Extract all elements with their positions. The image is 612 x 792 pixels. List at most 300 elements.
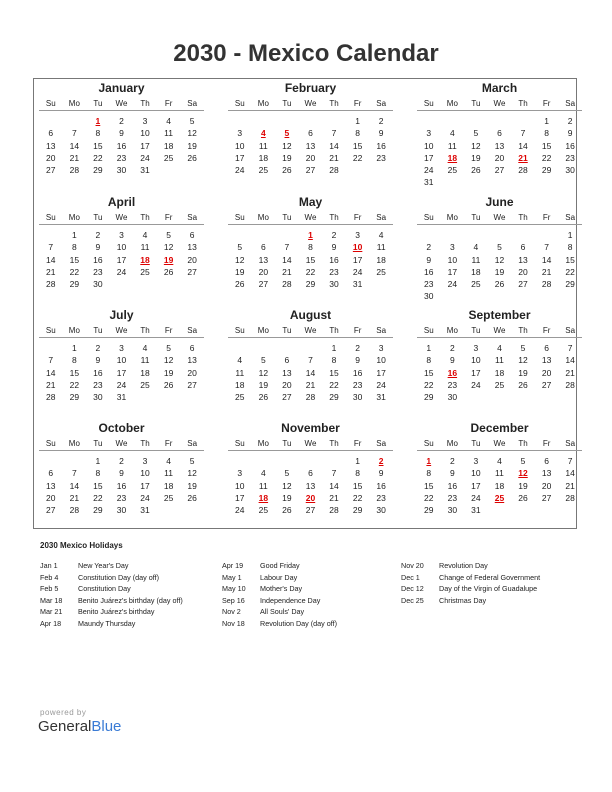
month-name: January (98, 81, 145, 95)
weekday-header: Fr (157, 211, 181, 225)
weekday-header: Th (511, 437, 535, 451)
calendar-day: 16 (376, 480, 386, 491)
weekday-header: Tu (86, 437, 110, 451)
calendar-day: 22 (69, 379, 80, 390)
calendar-day: 8 (308, 242, 313, 253)
empty-day (39, 455, 63, 467)
empty-day (63, 115, 87, 127)
calendar-day: 10 (116, 355, 127, 366)
weekday-header: Sa (369, 324, 393, 338)
calendar-day: 31 (376, 392, 386, 403)
calendar-day: 13 (305, 140, 316, 151)
month-september (417, 308, 582, 403)
weekday-header: Fr (535, 97, 559, 111)
weekday-header: Th (133, 97, 157, 111)
holiday-day: 2 (378, 456, 384, 466)
calendar-day: 14 (329, 480, 339, 491)
weekday-header: Sa (558, 211, 582, 225)
calendar-day: 28 (565, 492, 575, 503)
month-december (417, 421, 582, 516)
brand-logo[interactable] (38, 718, 121, 735)
weekday-header: Th (322, 97, 346, 111)
calendar-day: 26 (163, 266, 174, 277)
calendar-day: 2 (378, 116, 384, 126)
calendar-day: 28 (329, 505, 339, 516)
calendar-day: 29 (329, 392, 339, 403)
holiday-column (40, 560, 183, 630)
holiday-row (222, 560, 337, 572)
calendar-day: 22 (541, 152, 552, 163)
calendar-day: 5 (166, 230, 171, 240)
calendar-day: 25 (447, 165, 458, 176)
calendar-day: 10 (376, 355, 386, 366)
empty-day (417, 115, 441, 127)
weekday-header: Su (39, 211, 63, 225)
month-name: December (470, 421, 529, 435)
holiday-day: 18 (258, 492, 269, 503)
weekday-header: Su (228, 211, 252, 225)
calendar-day: 31 (140, 165, 150, 176)
calendar-day: 19 (494, 266, 505, 277)
weekday-header: Su (417, 324, 441, 338)
weekday-header: We (110, 211, 134, 225)
month-march (417, 81, 582, 189)
calendar-day: 11 (164, 468, 173, 479)
empty-day (322, 455, 346, 467)
calendar-day: 28 (329, 165, 339, 176)
calendar-day: 22 (329, 379, 339, 390)
calendar-day: 13 (494, 140, 505, 151)
weekday-header: We (110, 324, 134, 338)
calendar-day: 23 (565, 152, 575, 163)
calendar-day: 9 (355, 355, 360, 366)
calendar-day: 2 (119, 116, 124, 126)
calendar-day: 2 (449, 456, 455, 466)
weekday-header: Sa (369, 97, 393, 111)
calendar-day: 3 (142, 116, 148, 126)
calendar-day: 13 (187, 355, 197, 366)
calendar-day: 9 (95, 242, 101, 253)
weekday-header: Tu (464, 97, 488, 111)
calendar-day: 7 (331, 128, 337, 139)
calendar-day: 6 (260, 242, 266, 253)
calendar-day: 29 (541, 165, 552, 176)
month-name: July (109, 308, 134, 322)
calendar-day: 8 (355, 128, 360, 139)
calendar-day: 22 (565, 266, 575, 277)
month-october (39, 421, 204, 516)
calendar-day: 23 (352, 379, 363, 390)
holiday-row (40, 583, 183, 595)
calendar-day: 24 (424, 165, 434, 176)
weekday-header: Su (228, 97, 252, 111)
calendar-day: 15 (565, 254, 575, 265)
calendar-day: 16 (116, 480, 127, 491)
calendar-day: 26 (518, 379, 528, 390)
calendar-day: 30 (93, 279, 103, 290)
calendar-day: 13 (46, 480, 56, 491)
weekday-header: Mo (252, 211, 276, 225)
weekday-header: Mo (441, 211, 465, 225)
holiday-day: 12 (518, 468, 528, 479)
calendar-day: 20 (46, 492, 56, 503)
calendar-day: 8 (71, 355, 77, 366)
calendar-day: 14 (282, 254, 292, 265)
calendar-day: 25 (258, 165, 269, 176)
weekday-header: Su (39, 324, 63, 338)
holiday-row (401, 595, 540, 607)
weekday-header: Sa (180, 97, 204, 111)
calendar-day: 10 (471, 468, 481, 479)
calendar-day: 5 (189, 456, 195, 466)
weekday-header: Mo (441, 97, 465, 111)
holiday-column (401, 560, 540, 606)
weekday-header: Su (39, 437, 63, 451)
holiday-name: Benito Juárez's birthday (78, 607, 155, 617)
calendar-day: 14 (69, 480, 80, 491)
calendar-day: 30 (447, 505, 458, 516)
calendar-day: 9 (567, 128, 573, 139)
weekday-header: Sa (369, 211, 393, 225)
calendar-day: 8 (331, 355, 337, 366)
weekday-header: We (488, 97, 512, 111)
calendar-day: 17 (140, 140, 150, 151)
calendar-day: 20 (258, 266, 269, 277)
holiday-day: 5 (284, 128, 290, 139)
holiday-day: 1 (95, 116, 101, 126)
weekday-header: Su (417, 97, 441, 111)
holiday-date: Mar 21 (40, 607, 63, 617)
calendar-day: 4 (142, 343, 148, 353)
calendar-day: 19 (258, 379, 269, 390)
calendar-day: 28 (518, 165, 528, 176)
calendar-day: 26 (235, 279, 245, 290)
empty-day (511, 229, 535, 241)
calendar-day: 2 (95, 343, 101, 353)
calendar-day: 11 (471, 254, 481, 265)
calendar-day: 19 (163, 367, 174, 378)
calendar-day: 3 (426, 128, 432, 139)
calendar-day: 23 (447, 492, 458, 503)
calendar-day: 22 (69, 266, 80, 277)
calendar-day: 12 (187, 128, 197, 139)
calendar-day: 13 (518, 254, 528, 265)
weekday-header: Fr (535, 324, 559, 338)
calendar-day: 11 (164, 128, 173, 139)
holiday-name: Labour Day (260, 572, 298, 582)
calendar-day: 10 (140, 128, 150, 139)
calendar-day: 31 (140, 505, 150, 516)
calendar-day: 7 (520, 128, 526, 139)
calendar-day: 23 (376, 492, 386, 503)
calendar-day: 11 (140, 242, 150, 253)
holiday-name: Constitution Day (day off) (78, 572, 159, 582)
calendar-day: 17 (235, 152, 245, 163)
calendar-day: 21 (329, 152, 339, 163)
weekday-header: Th (133, 324, 157, 338)
calendar-day: 28 (541, 279, 552, 290)
calendar-day: 2 (331, 230, 337, 240)
calendar-day: 8 (426, 468, 432, 479)
weekday-header: Sa (180, 437, 204, 451)
calendar-day: 20 (541, 367, 552, 378)
calendar-day: 19 (471, 152, 481, 163)
calendar-day: 15 (69, 367, 80, 378)
holiday-day: 16 (447, 367, 458, 378)
holiday-name: Constitution Day (78, 584, 131, 594)
weekday-header: Th (511, 324, 535, 338)
holiday-name: New Year's Day (78, 561, 129, 570)
weekday-header: Fr (346, 324, 370, 338)
holiday-day: 10 (352, 242, 363, 253)
calendar-day: 25 (494, 379, 505, 390)
weekday-header: Su (417, 211, 441, 225)
calendar-day: 22 (424, 379, 434, 390)
calendar-day: 12 (163, 242, 174, 253)
holiday-date: Nov 18 (222, 618, 245, 628)
calendar-day: 21 (69, 492, 80, 503)
empty-day (299, 115, 323, 127)
holiday-day: 1 (308, 230, 313, 240)
calendar-day: 13 (46, 140, 56, 151)
calendar-day: 24 (471, 379, 481, 390)
calendar-day: 14 (329, 140, 339, 151)
calendar-day: 26 (163, 379, 174, 390)
weekday-header: We (110, 437, 134, 451)
calendar-day: 1 (95, 456, 101, 466)
calendar-day: 3 (237, 468, 243, 479)
calendar-day: 18 (494, 480, 505, 491)
calendar-day: 20 (46, 152, 56, 163)
calendar-day: 7 (308, 355, 313, 366)
calendar-day: 24 (235, 505, 245, 516)
calendar-day: 11 (495, 468, 504, 479)
calendar-day: 11 (258, 140, 268, 151)
empty-day (228, 115, 252, 127)
holiday-name: Independence Day (260, 595, 321, 605)
weekday-header: Fr (157, 324, 181, 338)
calendar-day: 6 (308, 128, 313, 139)
calendar-day: 23 (447, 379, 458, 390)
calendar-day: 7 (331, 468, 337, 479)
calendar-day: 10 (140, 468, 150, 479)
calendar-day: 19 (187, 140, 197, 151)
calendar-day: 30 (424, 291, 434, 302)
calendar-day: 30 (329, 279, 339, 290)
calendar-day: 10 (471, 355, 481, 366)
calendar-day: 9 (378, 128, 384, 139)
calendar-day: 18 (163, 480, 174, 491)
calendar-day: 1 (71, 343, 77, 353)
holiday-row (222, 606, 337, 618)
calendar-day: 8 (95, 468, 101, 479)
calendar-day: 18 (163, 140, 174, 151)
calendar-day: 26 (282, 505, 292, 516)
calendar-day: 28 (565, 379, 575, 390)
calendar-day: 22 (424, 492, 434, 503)
holiday-date: Apr 19 (222, 561, 244, 570)
calendar-day: 19 (518, 367, 528, 378)
brand-blue: Blue (91, 718, 122, 735)
brand-general: General (38, 718, 92, 735)
calendar-day: 9 (449, 355, 455, 366)
weekday-header: Tu (464, 324, 488, 338)
powered-by-text: powered by (40, 708, 87, 717)
calendar-day: 2 (119, 456, 124, 466)
month-name: September (468, 308, 531, 322)
holiday-date: Nov 2 (222, 607, 241, 617)
calendar-day: 8 (95, 128, 101, 139)
calendar-day: 7 (48, 242, 54, 253)
calendar-day: 28 (69, 505, 80, 516)
calendar-day: 30 (376, 505, 386, 516)
calendar-day: 15 (305, 254, 316, 265)
holiday-day: 21 (518, 152, 528, 163)
calendar-day: 15 (93, 480, 103, 491)
empty-day (441, 229, 465, 241)
calendar-day: 26 (282, 165, 292, 176)
weekday-header: Tu (464, 211, 488, 225)
calendar-day: 7 (567, 343, 573, 353)
holiday-row (40, 606, 183, 618)
weekday-header: Su (228, 437, 252, 451)
calendar-day: 14 (565, 468, 575, 479)
weekday-header: Mo (63, 324, 87, 338)
calendar-day: 1 (544, 116, 549, 126)
empty-day (228, 342, 252, 354)
calendar-day: 2 (449, 343, 455, 353)
calendar-day: 23 (116, 492, 127, 503)
calendar-day: 14 (69, 140, 80, 151)
weekday-header: Th (322, 437, 346, 451)
calendar-day: 12 (282, 480, 292, 491)
empty-day (63, 455, 87, 467)
calendar-day: 28 (305, 392, 316, 403)
holiday-date: Feb 5 (40, 584, 59, 594)
calendar-day: 25 (163, 152, 174, 163)
calendar-day: 17 (116, 367, 127, 378)
month-name: April (107, 195, 136, 209)
calendar-day: 18 (494, 367, 505, 378)
calendar-day: 13 (541, 355, 552, 366)
calendar-day: 7 (71, 128, 77, 139)
calendar-day: 15 (541, 140, 552, 151)
calendar-day: 20 (187, 254, 197, 265)
calendar-day: 8 (567, 242, 573, 253)
empty-day (511, 115, 535, 127)
holiday-date: Dec 25 (401, 595, 424, 605)
calendar-day: 16 (93, 254, 103, 265)
weekday-header: Th (511, 211, 535, 225)
calendar-day: 3 (355, 230, 360, 240)
holiday-date: Feb 4 (40, 572, 59, 582)
weekday-header: Mo (63, 211, 87, 225)
weekday-header: We (299, 97, 323, 111)
calendar-day: 10 (235, 480, 245, 491)
holiday-date: Apr 18 (40, 618, 62, 628)
calendar-day: 21 (329, 492, 339, 503)
calendar-day: 30 (93, 392, 103, 403)
calendar-day: 28 (46, 392, 56, 403)
calendar-day: 1 (426, 343, 432, 353)
calendar-day: 23 (93, 379, 103, 390)
calendar-day: 23 (116, 152, 127, 163)
calendar-day: 7 (284, 242, 290, 253)
calendar-day: 18 (235, 379, 245, 390)
calendar-day: 8 (71, 242, 77, 253)
weekday-header: Mo (441, 437, 465, 451)
calendar-day: 1 (355, 456, 360, 466)
calendar-day: 4 (378, 230, 384, 240)
calendar-day: 7 (544, 242, 549, 253)
month-name: August (289, 308, 332, 322)
month-august (228, 308, 393, 403)
calendar-day: 28 (282, 279, 292, 290)
calendar-day: 24 (447, 279, 458, 290)
calendar-day: 27 (187, 266, 197, 277)
empty-day (488, 229, 512, 241)
calendar-day: 28 (69, 165, 80, 176)
weekday-header: Tu (464, 437, 488, 451)
calendar-day: 15 (424, 480, 434, 491)
calendar-day: 12 (258, 367, 269, 378)
calendar-day: 1 (567, 230, 573, 240)
weekday-header: We (488, 437, 512, 451)
weekday-header: We (488, 211, 512, 225)
calendar-day: 20 (518, 266, 528, 277)
calendar-day: 30 (447, 392, 458, 403)
empty-day (275, 342, 299, 354)
holiday-row (222, 595, 337, 607)
calendar-day: 25 (376, 266, 386, 277)
empty-day (39, 229, 63, 241)
weekday-header: Mo (252, 437, 276, 451)
calendar-day: 16 (329, 254, 339, 265)
calendar-day: 29 (69, 279, 80, 290)
calendar-day: 9 (119, 468, 124, 479)
empty-day (275, 455, 299, 467)
calendar-day: 20 (494, 152, 505, 163)
month-name: May (298, 195, 323, 209)
calendar-day: 8 (544, 128, 549, 139)
calendar-day: 19 (518, 480, 528, 491)
calendar-day: 31 (471, 505, 481, 516)
weekday-header: Fr (346, 211, 370, 225)
calendar-day: 6 (48, 128, 54, 139)
calendar-day: 14 (305, 367, 316, 378)
empty-day (252, 455, 276, 467)
calendar-day: 31 (352, 279, 363, 290)
calendar-day: 17 (116, 254, 127, 265)
calendar-day: 14 (518, 140, 528, 151)
calendar-day: 5 (497, 242, 502, 253)
calendar-day: 2 (567, 116, 573, 126)
weekday-header: We (299, 211, 323, 225)
calendar-day: 3 (473, 343, 479, 353)
calendar-day: 9 (378, 468, 384, 479)
calendar-day: 11 (447, 140, 457, 151)
holiday-name: Christmas Day (439, 595, 487, 605)
calendar-day: 21 (541, 266, 552, 277)
holiday-row (222, 583, 337, 595)
calendar-day: 10 (424, 140, 434, 151)
holiday-name: All Souls' Day (260, 607, 305, 617)
calendar-day: 14 (541, 254, 552, 265)
calendar-day: 9 (449, 468, 455, 479)
calendar-day: 6 (189, 343, 195, 353)
calendar-day: 21 (282, 266, 292, 277)
calendar-day: 5 (520, 456, 526, 466)
